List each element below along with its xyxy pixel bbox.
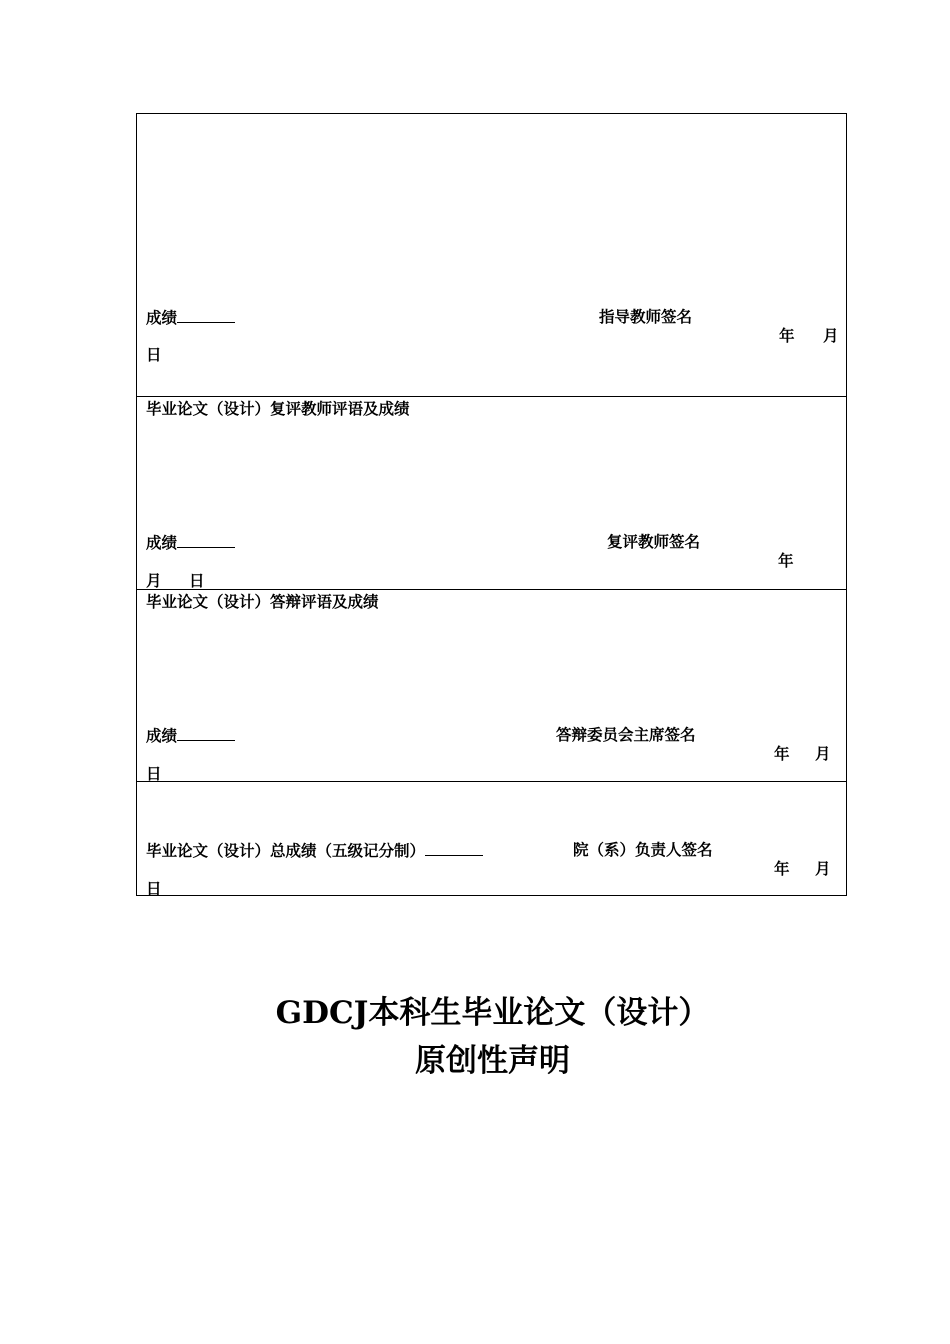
date-month: 月 xyxy=(146,571,162,590)
reviewer-section xyxy=(137,396,846,590)
score-field xyxy=(146,726,235,745)
date-year: 年 xyxy=(774,744,790,763)
score-blank[interactable] xyxy=(177,726,235,741)
score-field xyxy=(146,308,235,327)
evaluation-form-table xyxy=(136,113,847,896)
signature-label: 答辩委员会主席签名 xyxy=(556,725,696,744)
declaration-subtitle: 原创性声明 xyxy=(415,1043,570,1079)
date-day: 日 xyxy=(189,571,205,590)
signature-label: 复评教师签名 xyxy=(607,532,701,551)
total-grade-section xyxy=(137,781,846,896)
score-label: 成绩 xyxy=(146,308,178,327)
section-title: 毕业论文（设计）总成绩（五级记分制） xyxy=(146,841,426,860)
signature-label: 院（系）负责人签名 xyxy=(573,840,713,859)
section-title: 毕业论文（设计）复评教师评语及成绩 xyxy=(146,399,410,418)
date-year: 年 xyxy=(779,326,795,345)
score-label: 成绩 xyxy=(146,726,178,745)
date-month: 月 xyxy=(815,859,831,878)
score-field xyxy=(146,533,235,552)
supervisor-section xyxy=(137,114,846,396)
total-grade-field xyxy=(146,841,483,860)
score-blank[interactable] xyxy=(177,308,235,323)
score-label: 成绩 xyxy=(146,533,178,552)
total-grade-blank[interactable] xyxy=(425,841,483,856)
date-day: 日 xyxy=(146,345,162,364)
score-blank[interactable] xyxy=(177,533,235,548)
defense-section xyxy=(137,589,846,782)
date-month: 月 xyxy=(815,744,831,763)
date-day: 日 xyxy=(146,879,162,898)
declaration-title: GDCJ本科生毕业论文（设计） xyxy=(275,995,710,1031)
section-title: 毕业论文（设计）答辩评语及成绩 xyxy=(146,592,379,611)
date-month: 月 xyxy=(823,326,839,345)
date-day: 日 xyxy=(146,764,162,783)
date-year: 年 xyxy=(774,859,790,878)
signature-label: 指导教师签名 xyxy=(599,307,693,326)
date-year: 年 xyxy=(778,551,794,570)
